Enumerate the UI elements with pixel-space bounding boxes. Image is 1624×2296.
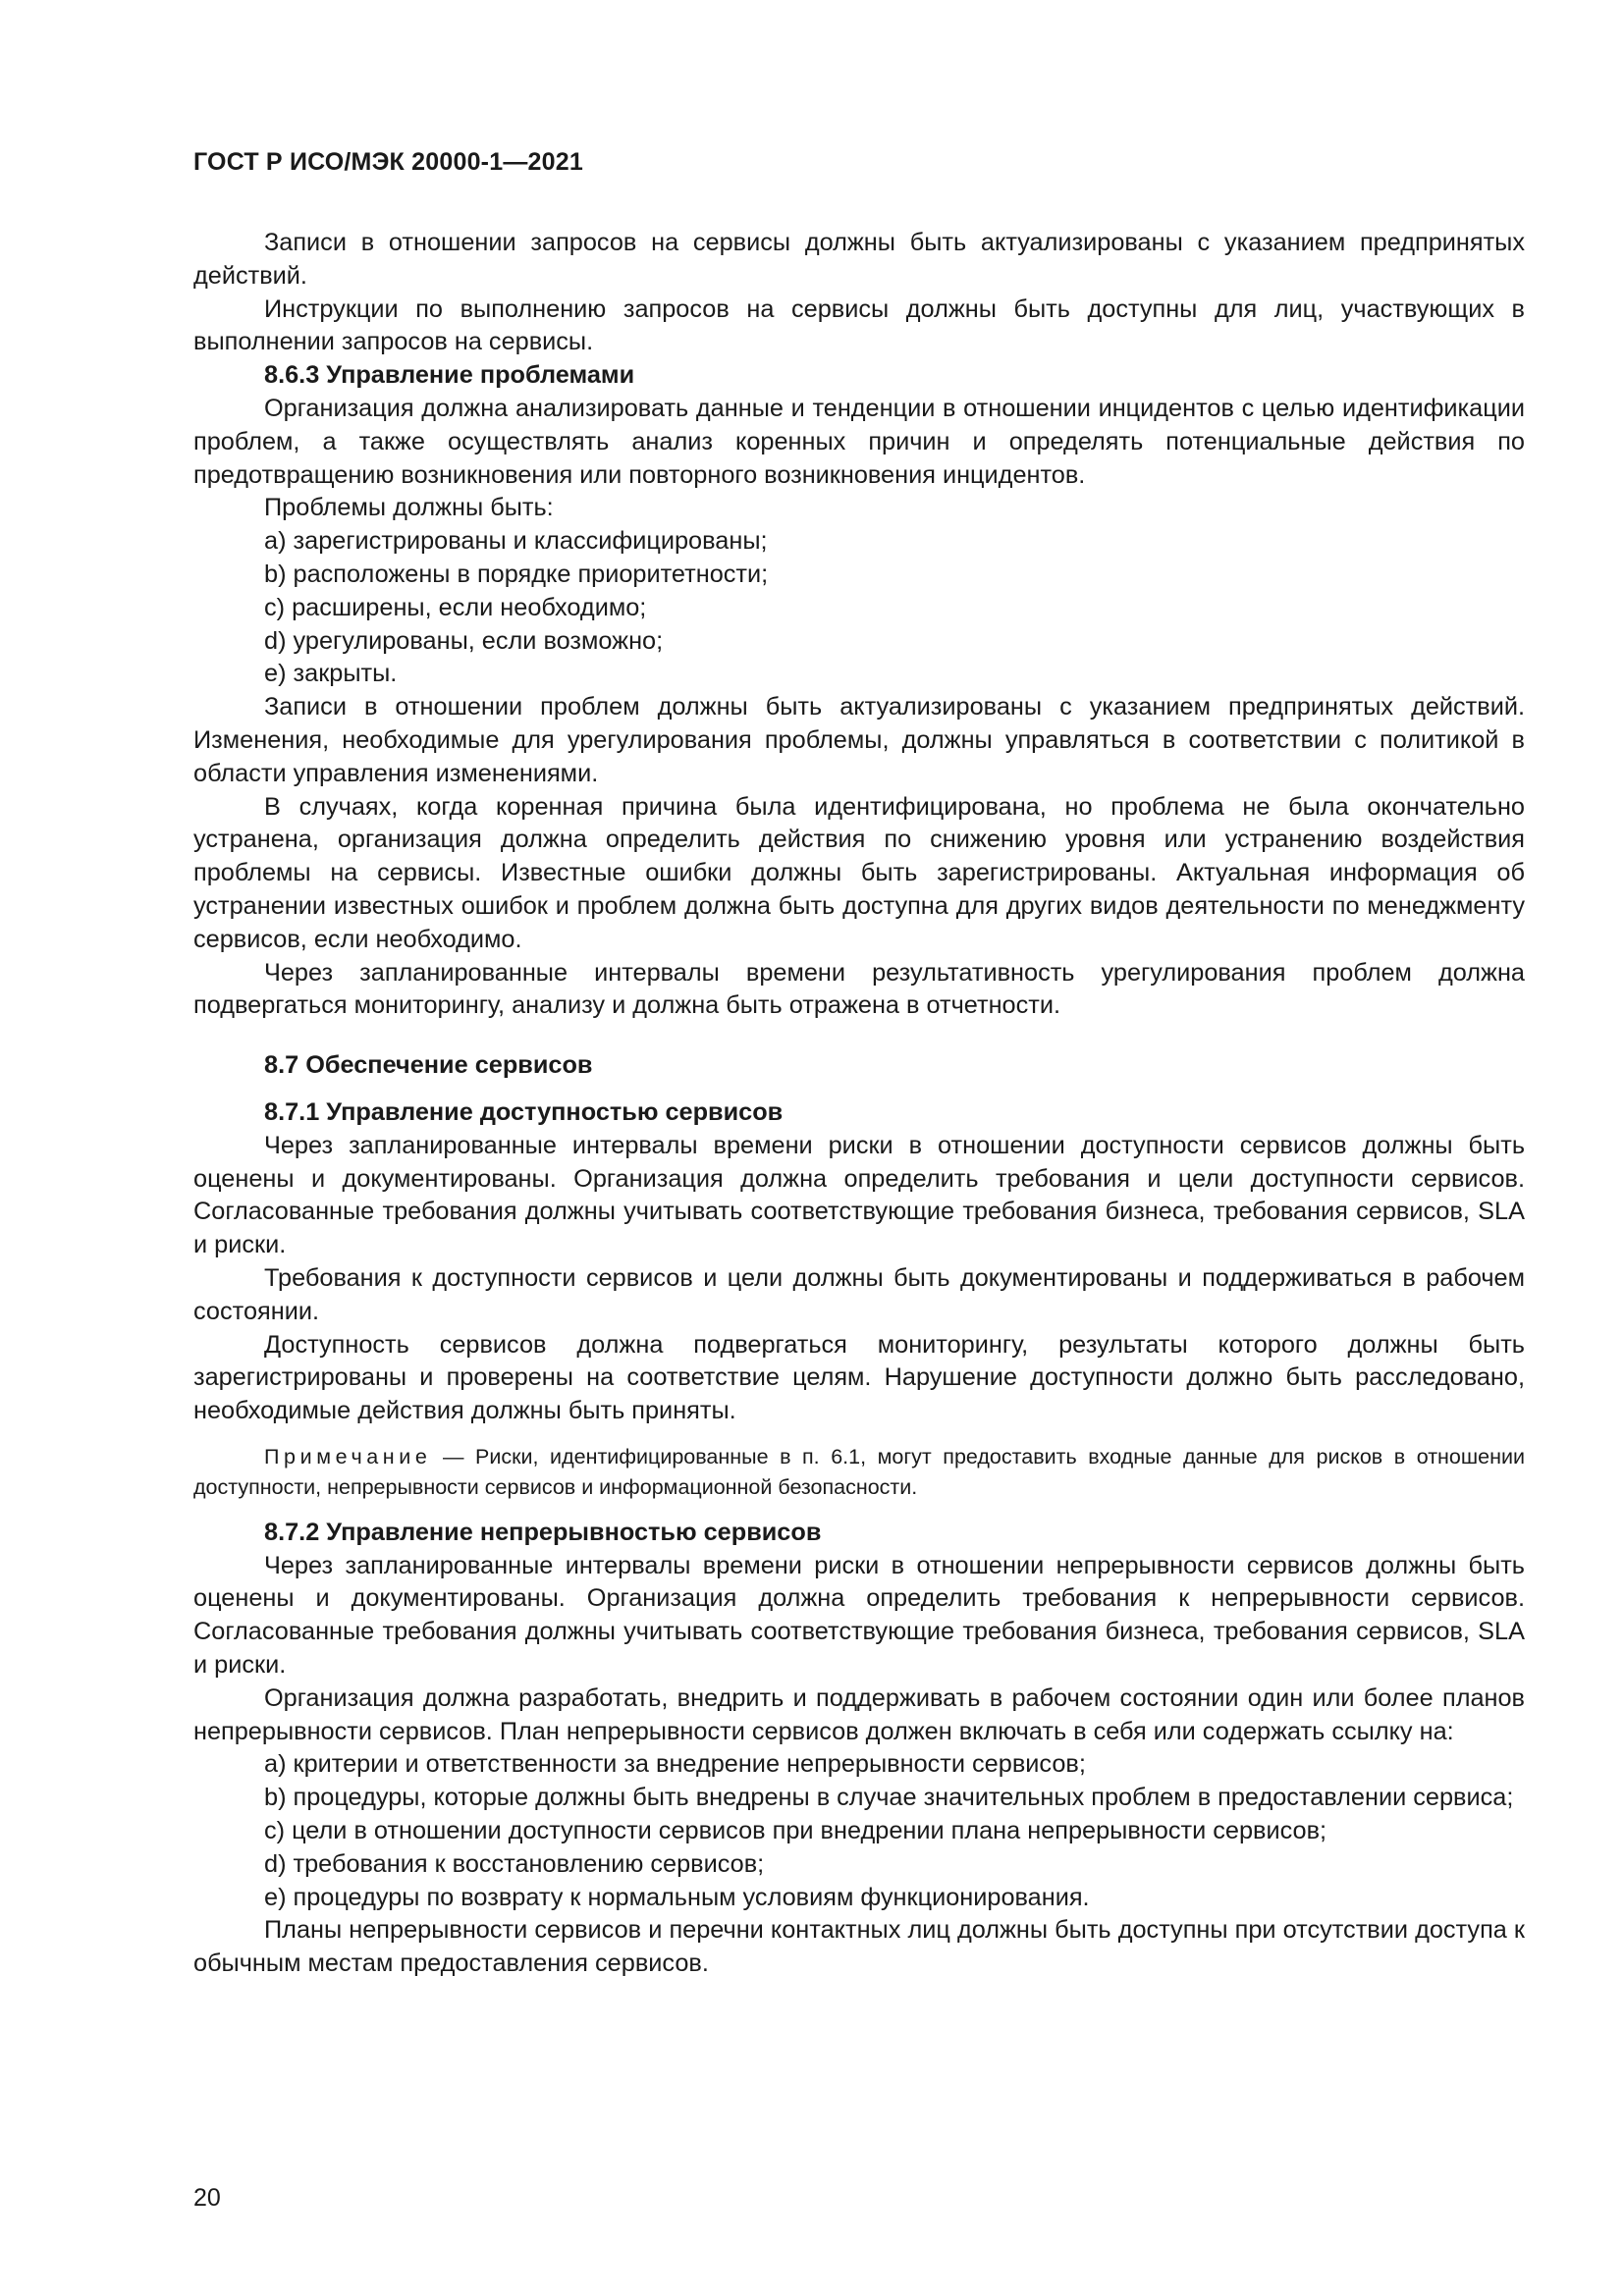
paragraph: Организация должна разработать, внедрить и поддерживать в рабочем состоянии один или более планов непрерывности сервисов. План непрерывности сервисов должен включать в себя или содержать ссылку на:	[193, 1683, 1525, 1745]
note	[193, 1442, 1525, 1503]
document-header: ГОСТ Р ИСО/МЭК 20000-1—2021	[193, 148, 583, 176]
paragraph: Организация должна анализировать данные и тенденции в отношении инцидентов с целью идентификации проблем, а также осуществлять анализ коренных причин и определять потенциальные действия по предотвращению возникновения или повторного возникновения инцидентов.	[193, 394, 1525, 489]
paragraph: Через запланированные интервалы времени риски в отношении доступности сервисов должны быть оценены и документированы. Организация должна определить требования и цели доступности сервисов. Согласованные требования должны учитывать соответствующие требования бизнеса, требования сервисов, SLA и риски.	[193, 1131, 1525, 1259]
list-item: c) расширены, если необходимо;	[264, 593, 647, 621]
paragraph: Планы непрерывности сервисов и перечни контактных лиц должны быть доступны при отсутствии доступа к обычным местам предоставления сервисов.	[193, 1916, 1525, 1978]
paragraph: Требования к доступности сервисов и цели должны быть документированы и поддерживаться в рабочем состоянии.	[193, 1263, 1525, 1325]
list-item: b) процедуры, которые должны быть внедрены в случае значительных проблем в предоставлении сервиса;	[264, 1784, 1514, 1812]
note-label: Примечание	[264, 1444, 432, 1468]
paragraph: Записи в отношении проблем должны быть актуализированы с указанием предпринятых действий. Изменения, необходимые для урегулирования проблемы, должны управляться в соответствии с политикой в области управления изменениями.	[193, 693, 1525, 787]
list-item: c) цели в отношении доступности сервисов при внедрении плана непрерывности сервисов;	[264, 1817, 1327, 1845]
list-item: e) процедуры по возврату к нормальным условиям функционирования.	[264, 1883, 1090, 1911]
section-heading-8-6-3: 8.6.3 Управление проблемами	[264, 361, 635, 390]
note-text: — Риски, идентифицированные в п. 6.1, могут предоставить входные данные для рисков в отношении доступности, непрерывности сервисов и информационной безопасности.	[193, 1444, 1525, 1499]
section-heading-8-7: 8.7 Обеспечение сервисов	[264, 1051, 593, 1080]
paragraph: Записи в отношении запросов на сервисы должны быть актуализированы с указанием предпринятых действий.	[193, 229, 1525, 290]
paragraph: Доступность сервисов должна подвергаться мониторингу, результаты которого должны быть зарегистрированы и проверены на соответствие целям. Нарушение доступности должно быть расследовано, необходимые действия должны быть приняты.	[193, 1330, 1525, 1425]
paragraph: Через запланированные интервалы времени результативность урегулирования проблем должна подвергаться мониторингу, анализу и должна быть отражена в отчетности.	[193, 958, 1525, 1020]
section-heading-8-7-1: 8.7.1 Управление доступностью сервисов	[264, 1097, 784, 1126]
list-item: b) расположены в порядке приоритетности;	[264, 560, 769, 588]
paragraph: Инструкции по выполнению запросов на сервисы должны быть доступны для лиц, участвующих в выполнении запросов на сервисы.	[193, 294, 1525, 356]
section-heading-8-7-2: 8.7.2 Управление непрерывностью сервисов	[264, 1518, 822, 1546]
list-item: e) закрыты.	[264, 660, 398, 688]
list-item: a) критерии и ответственности за внедрение непрерывности сервисов;	[264, 1750, 1086, 1779]
list-item: d) требования к восстановлению сервисов;	[264, 1849, 765, 1878]
list-item: a) зарегистрированы и классифицированы;	[264, 527, 768, 556]
paragraph: Через запланированные интервалы времени риски в отношении непрерывности сервисов должны быть оценены и документированы. Организация должна определить требования к непрерывности сервисов. Согласованные требования должны учитывать соответствующие требования бизнеса, требования сервисов, SLA и риски.	[193, 1551, 1525, 1680]
list-item: d) урегулированы, если возможно;	[264, 626, 664, 655]
paragraph: В случаях, когда коренная причина была идентифицирована, но проблема не была окончательно устранена, организация должна определить действия по снижению уровня или устранению воздействия проблемы на сервисы. Известные ошибки должны быть зарегистрированы. Актуальная информация об устранении известных ошибок и проблем должна быть доступна для других видов деятельности по менеджменту сервисов, если необходимо.	[193, 792, 1525, 953]
paragraph: Проблемы должны быть:	[264, 494, 554, 522]
page-number: 20	[193, 2184, 221, 2212]
document-page	[193, 147, 1525, 1981]
